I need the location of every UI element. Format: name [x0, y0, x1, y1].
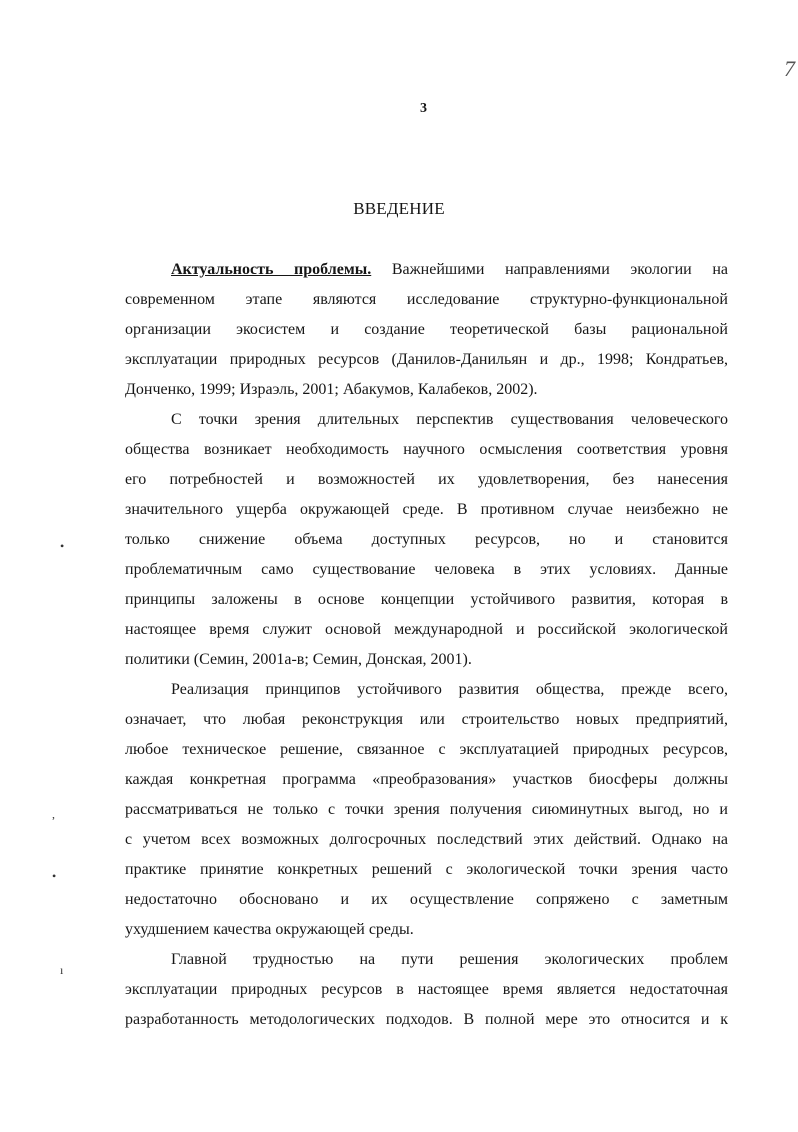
scan-speck: •: [52, 869, 57, 883]
text-line: Донченко, 1999; Израэль, 2001; Абакумов, Калабеков, 2002).: [125, 381, 538, 398]
relevance-keyword: Актуальность проблемы.: [171, 261, 372, 278]
text-line: проблематичным само существование человека в этих условиях. Данные: [125, 561, 728, 578]
text-line: с учетом всех возможных долгосрочных последствий этих действий. Однако на: [125, 831, 728, 848]
text-line: С точки зрения длительных перспектив существования человеческого: [171, 411, 728, 428]
text-line: каждая конкретная программа «преобразования» участков биосферы должны: [125, 771, 728, 788]
paragraph-implementation: [125, 675, 728, 945]
body-text: [125, 255, 728, 1035]
text-line: ухудшением качества окружающей среды.: [125, 921, 414, 938]
text-line: недостаточно обосновано и их осуществление сопряжено с заметным: [125, 891, 728, 908]
text-line: значительного ущерба окружающей среде. В противном случае неизбежно не: [125, 501, 728, 518]
scan-speck: ,: [52, 807, 55, 821]
text-line: его потребностей и возможностей их удовлетворения, без нанесения: [125, 471, 728, 488]
text-line: эксплуатации природных ресурсов в настоящее время является недостаточная: [125, 981, 728, 998]
text-line: означает, что любая реконструкция или строительство новых предприятий,: [125, 711, 728, 728]
scan-speck: ı: [60, 963, 64, 977]
text-line: разработанность методологических подходов. В полной мере это относится и к: [125, 1011, 728, 1028]
text-line: организации экосистем и создание теоретической базы рациональной: [125, 321, 728, 338]
text-line: практике принятие конкретных решений с экологической точки зрения часто: [125, 861, 728, 878]
page-number: 3: [420, 101, 427, 116]
text-line: Реализация принципов устойчивого развития общества, прежде всего,: [171, 681, 728, 698]
scan-speck: •: [60, 539, 65, 553]
text-line: только снижение объема доступных ресурсов, но и становится: [125, 531, 728, 548]
text-line: Актуальность проблемы. Важнейшими направлениями экологии на: [171, 261, 728, 278]
section-heading: ВВЕДЕНИЕ: [353, 199, 445, 218]
text-line: политики (Семин, 2001а-в; Семин, Донская, 2001).: [125, 651, 472, 668]
text-line: Главной трудностью на пути решения экологических проблем: [171, 951, 728, 968]
paragraph-difficulty: [125, 945, 728, 1035]
text-line: современном этапе являются исследование структурно-функциональной: [125, 291, 728, 308]
paragraph-sustainability: [125, 405, 728, 675]
text-line: принципы заложены в основе концепции устойчивого развития, которая в: [125, 591, 728, 608]
paragraph-relevance: [125, 255, 728, 405]
handwritten-corner-mark: 7: [784, 56, 795, 81]
text-line: любое техническое решение, связанное с эксплуатацией природных ресурсов,: [125, 741, 728, 758]
text-line: настоящее время служит основой международной и российской экологической: [125, 621, 728, 638]
text-line: эксплуатации природных ресурсов (Данилов-Данильян и др., 1998; Кондратьев,: [125, 351, 728, 368]
text-line: рассматриваться не только с точки зрения получения сиюминутных выгод, но и: [125, 801, 728, 818]
text-line: общества возникает необходимость научного осмысления соответствия уровня: [125, 441, 728, 458]
